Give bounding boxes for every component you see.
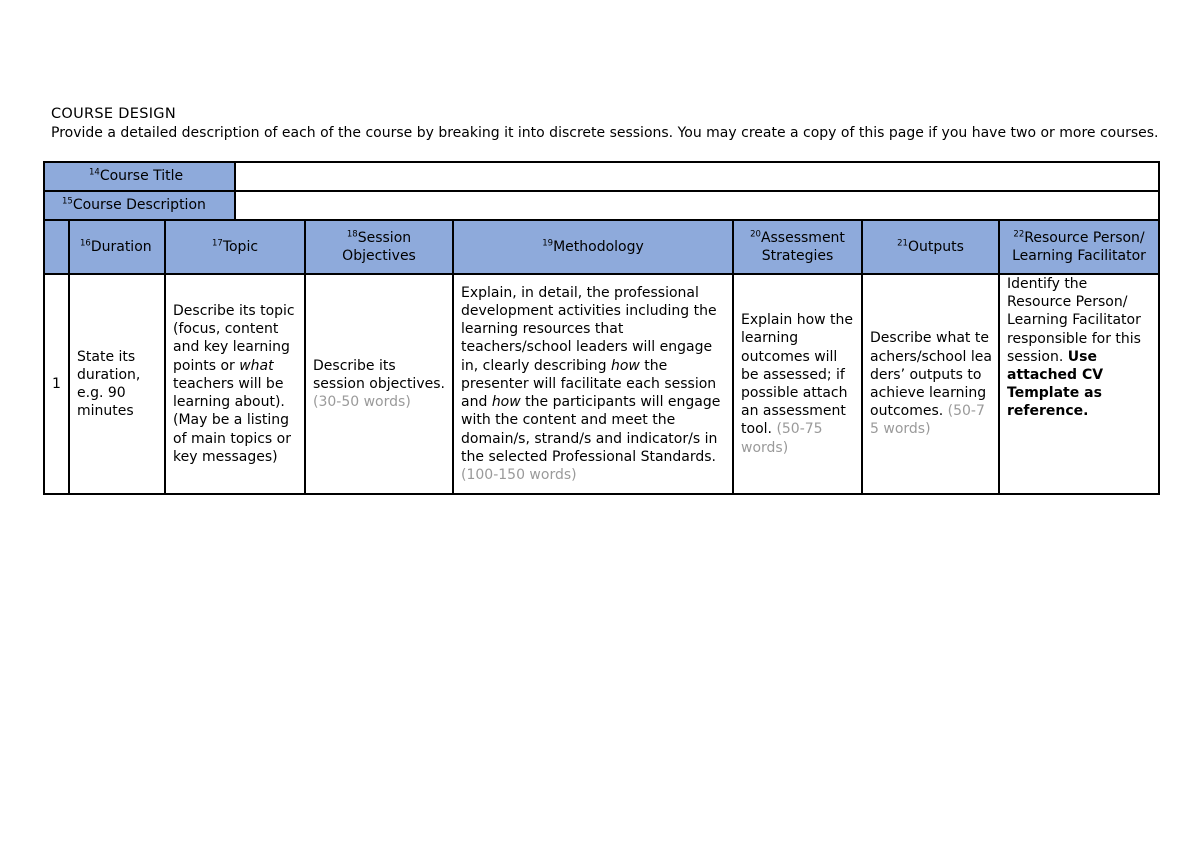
- footnote-number: 17: [211, 238, 223, 249]
- topic-emphasis: what: [239, 357, 274, 374]
- session-objectives-cell[interactable]: [305, 274, 453, 494]
- outputs-cell[interactable]: [862, 274, 999, 494]
- topic-text: Describe its topic (focus, content and key learning points or: [173, 303, 295, 374]
- duration-cell[interactable]: [69, 274, 165, 494]
- methodology-emphasis: how: [610, 357, 640, 374]
- course-title-label-cell: [44, 162, 235, 191]
- methodology-cell[interactable]: [453, 274, 733, 494]
- course-description-field[interactable]: [235, 191, 1159, 220]
- methodology-header-label: Methodology: [553, 239, 644, 255]
- footnote-number: 19: [542, 238, 554, 249]
- topic-text-continued: teachers will be learning about). (May be a listing of main topics or key messages): [173, 375, 291, 465]
- course-description-row: [44, 191, 1159, 220]
- footnote-number: 20: [750, 229, 761, 240]
- methodology-header: [453, 220, 733, 274]
- assessment-text: Explain how the learning outcomes will be assessed; if possible attach an assessment tool.: [741, 312, 854, 438]
- session-objectives-text: Describe its session objectives.: [313, 357, 445, 392]
- resource-person-text: Identify the Resource Person/ Learning Facilitator responsible for this session.: [1007, 276, 1141, 365]
- resource-person-header-label: Resource Person/ Learning Facilitator: [1012, 230, 1146, 264]
- course-title-row: [44, 162, 1159, 191]
- page-instructions: Provide a detailed description of each of the course by breaking it into discrete sessions. You may create a copy of this page if you have two or more courses.: [51, 125, 1159, 141]
- course-description-label-cell: [44, 191, 235, 220]
- topic-cell[interactable]: [165, 274, 305, 494]
- table-row: [44, 274, 1159, 494]
- course-title-field[interactable]: [235, 162, 1159, 191]
- assessment-cell[interactable]: [733, 274, 862, 494]
- outputs-text: Describe what teachers/school leaders’ outputs to achieve learning outcomes.: [870, 330, 992, 420]
- topic-header-label: Topic: [222, 239, 259, 255]
- assessment-word-count-hint: (50-75 words): [741, 421, 823, 456]
- outputs-header-label: Outputs: [907, 239, 964, 255]
- methodology-word-count-hint: (100-150 words): [461, 466, 577, 483]
- row-number: 1: [44, 274, 69, 494]
- methodology-text-continued: the participants will engage with the content and meet the domain/s, strand/s and indicator/s in the selected Professional Standards.: [461, 394, 721, 465]
- duration-header-label: Duration: [90, 239, 152, 255]
- duration-header: [69, 220, 165, 274]
- footnote-number: 15: [62, 196, 73, 207]
- cv-template-instruction: Use attached CV Template as reference.: [1007, 348, 1104, 420]
- session-objectives-header: [305, 220, 453, 274]
- resource-person-header: [999, 220, 1159, 274]
- course-description-label: Course Description: [72, 197, 206, 213]
- methodology-emphasis: how: [491, 394, 521, 411]
- column-header-row: [44, 220, 1159, 274]
- session-objectives-header-label: Session Objectives: [342, 230, 416, 264]
- assessment-header-label: Assessment Strategies: [760, 230, 845, 264]
- footnote-number: 18: [346, 229, 358, 240]
- page-title: COURSE DESIGN: [51, 106, 176, 122]
- course-design-table: [43, 161, 1160, 495]
- course-title-label: Course Title: [99, 168, 184, 184]
- session-objectives-word-count-hint: (30-50 words): [313, 394, 411, 411]
- outputs-header: [862, 220, 999, 274]
- outputs-word-count-hint: (50-75 words): [870, 403, 985, 438]
- duration-text: State its duration, e.g. 90 minutes: [77, 348, 141, 420]
- resource-person-cell[interactable]: [999, 274, 1159, 494]
- footnote-number: 14: [89, 167, 100, 178]
- footnote-number: 21: [897, 238, 908, 249]
- assessment-header: [733, 220, 862, 274]
- row-number-header: [44, 220, 69, 274]
- footnote-number: 22: [1013, 229, 1025, 240]
- methodology-text: Explain, in detail, the professional development activities including the learning resources that teachers/school leaders will engage in, clearly describing: [461, 284, 717, 374]
- topic-header: [165, 220, 305, 274]
- footnote-number: 16: [80, 238, 91, 249]
- methodology-text-continued: the presenter will facilitate each session and: [461, 357, 717, 411]
